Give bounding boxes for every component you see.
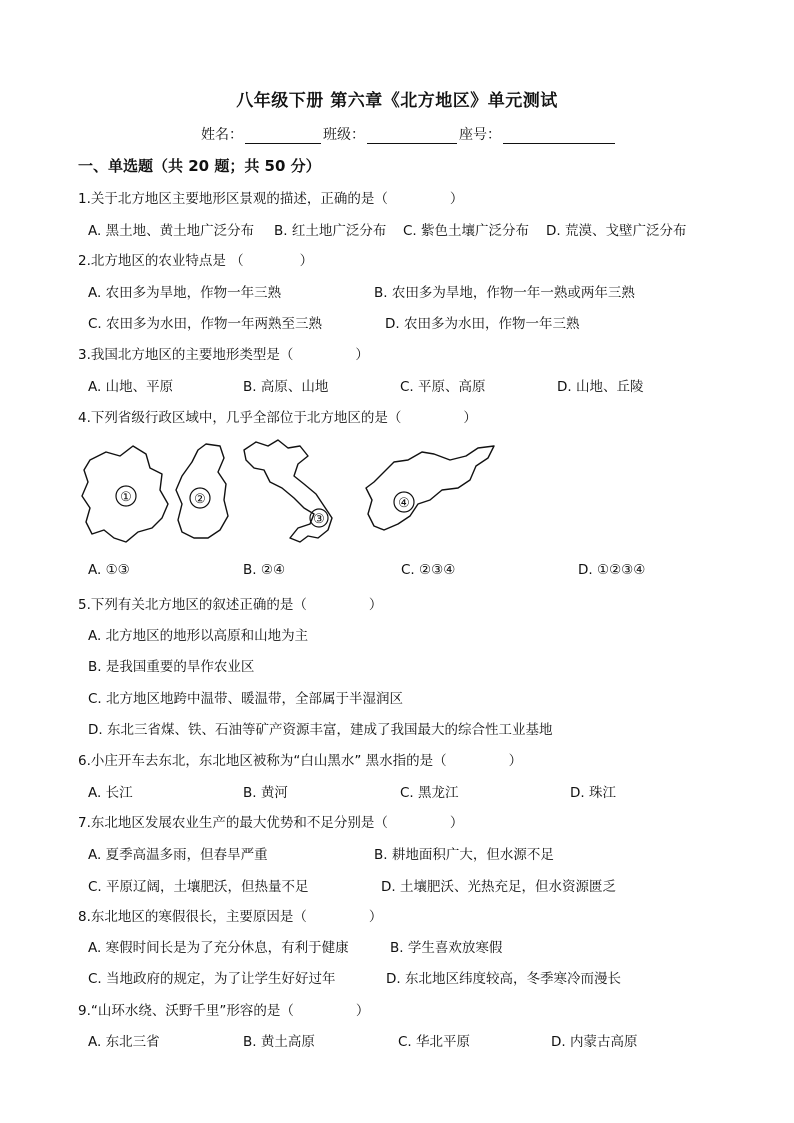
option-c[interactable]: C. 当地政府的规定，为了让学生好好过年	[88, 971, 336, 987]
option-c[interactable]: C. 平原辽阔，土壤肥沃，但热量不足	[88, 879, 309, 895]
map-label-1: ①	[120, 490, 132, 505]
province-map-4	[366, 446, 494, 530]
option-d[interactable]: D. 山地、丘陵	[557, 379, 644, 395]
option-d[interactable]: D. 珠江	[570, 785, 616, 801]
option-a[interactable]: A. 黑土地、黄土地广泛分布	[88, 223, 255, 239]
question-stem: 1.关于北方地区主要地形区景观的描述，正确的是（ ）	[78, 191, 464, 207]
class-label: 班级：	[323, 127, 365, 143]
option-d[interactable]: D. 农田多为水田，作物一年三熟	[385, 316, 580, 332]
option-c[interactable]: C. 北方地区地跨中温带、暖温带，全部属于半湿润区	[88, 691, 404, 707]
option-b[interactable]: B. 高原、山地	[243, 379, 329, 395]
option-b[interactable]: B. ②④	[243, 562, 286, 578]
option-a[interactable]: A. 山地、平原	[88, 379, 174, 395]
map-label-4: ④	[398, 496, 410, 511]
question-stem: 6.小庄开车去东北，东北地区被称为“白山黑水” 黑水指的是（ ）	[78, 753, 523, 769]
class-blank[interactable]	[367, 128, 457, 144]
question-stem: 8.东北地区的寒假很长，主要原因是（ ）	[78, 909, 383, 925]
option-b[interactable]: B. 黄土高原	[243, 1034, 315, 1050]
option-b[interactable]: B. 红土地广泛分布	[274, 223, 387, 239]
option-a[interactable]: A. 长江	[88, 785, 133, 801]
option-c[interactable]: C. 平原、高原	[400, 379, 486, 395]
seat-label: 座号：	[459, 127, 501, 143]
option-b[interactable]: B. 耕地面积广大，但水源不足	[374, 847, 554, 863]
option-a[interactable]: A. 北方地区的地形以高原和山地为主	[88, 628, 309, 644]
section-title: 一、单选题（共 20 题；共 50 分）	[78, 157, 321, 175]
question-stem: 3.我国北方地区的主要地形类型是（ ）	[78, 347, 369, 363]
name-blank[interactable]	[245, 128, 321, 144]
option-b[interactable]: B. 是我国重要的旱作农业区	[88, 659, 255, 675]
option-c[interactable]: C. 华北平原	[398, 1034, 471, 1050]
student-info	[201, 124, 617, 144]
province-map-2	[176, 444, 228, 538]
option-d[interactable]: D. 荒漠、戈壁广泛分布	[546, 223, 687, 239]
seat-blank[interactable]	[503, 128, 615, 144]
option-a[interactable]: A. 东北三省	[88, 1034, 160, 1050]
question-stem: 7.东北地区发展农业生产的最大优势和不足分别是（ ）	[78, 815, 464, 831]
option-a[interactable]: A. ①③	[88, 562, 130, 578]
question-stem: 2.北方地区的农业特点是 （ ）	[78, 253, 314, 269]
name-label: 姓名：	[201, 127, 243, 143]
option-b[interactable]: B. 黄河	[243, 785, 288, 801]
option-a[interactable]: A. 农田多为旱地，作物一年三熟	[88, 285, 282, 301]
question-stem: 5.下列有关北方地区的叙述正确的是（ ）	[78, 597, 383, 613]
option-a[interactable]: A. 寒假时间长是为了充分休息，有利于健康	[88, 940, 349, 956]
option-d[interactable]: D. 土壤肥沃、光热充足，但水资源匮乏	[381, 879, 616, 895]
option-c[interactable]: C. ②③④	[401, 562, 456, 578]
page-title: 八年级下册 第六章《北方地区》单元测试	[236, 91, 558, 111]
option-c[interactable]: C. 紫色土壤广泛分布	[403, 223, 530, 239]
option-d[interactable]: D. 内蒙古高原	[551, 1034, 638, 1050]
option-d[interactable]: D. 东北三省煤、铁、石油等矿产资源丰富，建成了我国最大的综合性工业基地	[88, 722, 553, 738]
province-outline-maps	[78, 438, 498, 548]
option-d[interactable]: D. 东北地区纬度较高，冬季寒冷而漫长	[386, 971, 621, 987]
option-c[interactable]: C. 黑龙江	[400, 785, 459, 801]
question-stem: 9.“山环水绕、沃野千里”形容的是（ ）	[78, 1003, 370, 1019]
map-label-3: ③	[313, 512, 325, 527]
option-b[interactable]: B. 农田多为旱地，作物一年一熟或两年三熟	[374, 285, 635, 301]
option-b[interactable]: B. 学生喜欢放寒假	[390, 940, 503, 956]
option-d[interactable]: D. ①②③④	[578, 562, 646, 578]
question-stem: 4.下列省级行政区域中，几乎全部位于北方地区的是（ ）	[78, 410, 477, 426]
option-a[interactable]: A. 夏季高温多雨，但春旱严重	[88, 847, 268, 863]
option-c[interactable]: C. 农田多为水田，作物一年两熟至三熟	[88, 316, 323, 332]
map-label-2: ②	[194, 492, 206, 507]
